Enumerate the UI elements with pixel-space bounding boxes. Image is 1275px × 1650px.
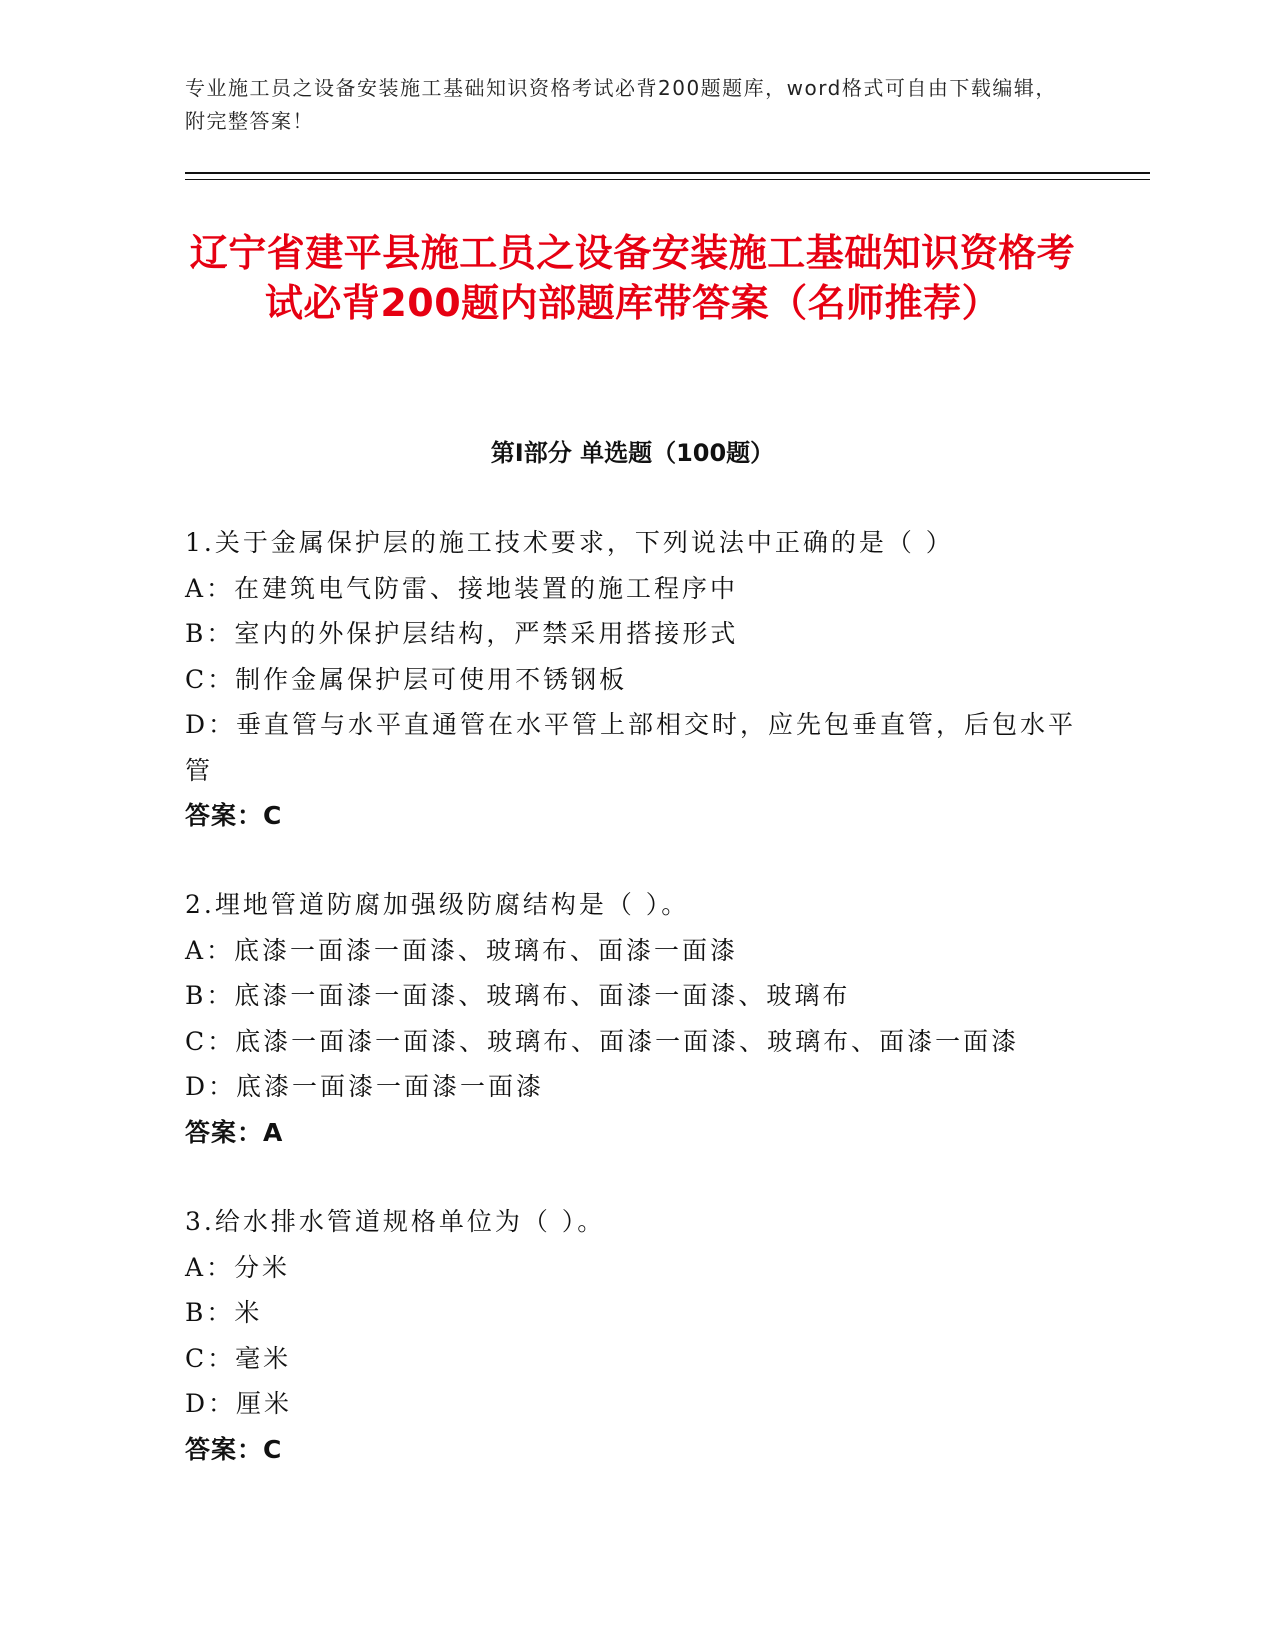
option-b: B：底漆一面漆一面漆、玻璃布、面漆一面漆、玻璃布 [185,981,851,1010]
question-stem: 3.给水排水管道规格单位为（ ）。 [185,1207,606,1236]
question-stem: 1.关于金属保护层的施工技术要求，下列说法中正确的是（ ） [185,528,954,557]
option-c: C：制作金属保护层可使用不锈钢板 [185,664,628,694]
document-title: 辽宁省建平县施工员之设备安装施工基础知识资格考试必背200题内部题库带答案（名师推荐） [189,231,1076,325]
option-d: D：垂直管与水平直通管在水平管上部相交时，应先包垂直管，后包水平管 [185,710,1077,785]
question-block [185,1199,1085,1472]
option-c: C：毫米 [185,1343,292,1373]
answer-label: 答案：C [185,801,283,830]
question-block [185,882,1085,1155]
header-divider-thick [185,172,1150,174]
option-a: A：在建筑电气防雷、接地装置的施工程序中 [185,573,739,603]
option-b: B：室内的外保护层结构，严禁采用搭接形式 [185,619,739,648]
option-d: D：厘米 [185,1389,293,1418]
option-c: C：底漆一面漆一面漆、玻璃布、面漆一面漆、玻璃布、面漆一面漆 [185,1026,1020,1056]
option-a: A：分米 [185,1252,291,1282]
answer-label: 答案：C [185,1434,283,1464]
option-b: B：米 [185,1298,263,1327]
option-a: A：底漆一面漆一面漆、玻璃布、面漆一面漆 [185,935,739,965]
section-heading: 第I部分 单选题（100题） [490,439,775,467]
option-d: D：底漆一面漆一面漆一面漆 [185,1072,545,1101]
answer-label: 答案：A [185,1117,284,1147]
header-divider-thin [185,179,1150,180]
question-stem: 2.埋地管道防腐加强级防腐结构是（ ）。 [185,890,690,919]
question-block [185,520,1085,839]
header-note: 专业施工员之设备安装施工基础知识资格考试必背200题题库，word格式可自由下载编辑，附完整答案！ [185,76,1057,133]
